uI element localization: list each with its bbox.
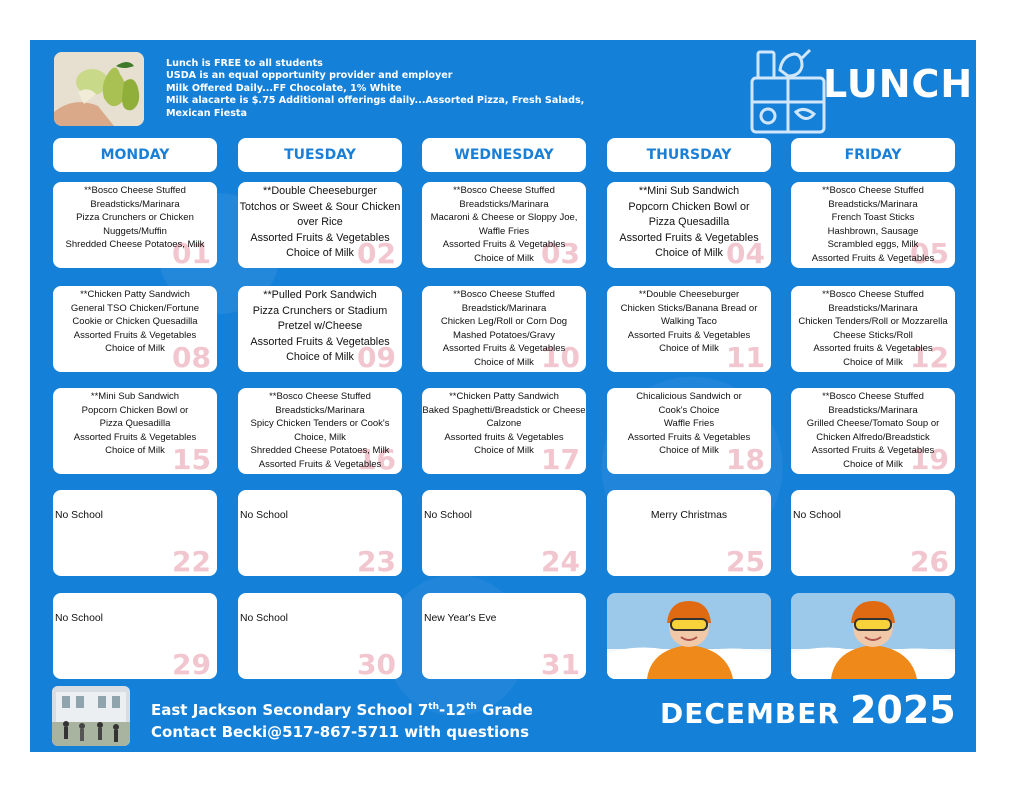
- day-note: No School: [793, 510, 841, 521]
- menu-line: Totchos or Sweet & Sour Chicken: [239, 200, 401, 213]
- menu-text: [238, 390, 402, 476]
- day-number: 18: [726, 443, 765, 476]
- menu-text: [53, 288, 217, 356]
- menu-line: Pizza Quesadilla: [99, 418, 171, 430]
- menu-line: Choice of Milk: [286, 247, 354, 260]
- day-cell: [607, 388, 771, 474]
- day-number: 11: [726, 341, 765, 374]
- menu-line: Waffle Fries: [478, 225, 530, 237]
- day-cell: [422, 182, 586, 268]
- day-note: No School: [424, 510, 472, 521]
- menu-line: Pizza Crunchers or Stadium: [252, 304, 388, 317]
- day-number: 08: [172, 341, 211, 374]
- day-number: 25: [726, 545, 765, 578]
- menu-line: Chicken Sticks/Banana Bread or: [620, 302, 758, 314]
- menu-line: Assorted Fruits & Vegetables: [811, 252, 935, 264]
- menu-line: Cheese Sticks/Roll: [833, 329, 913, 341]
- menu-text: [422, 184, 586, 270]
- day-note: Merry Christmas: [650, 510, 728, 521]
- menu-line: Chicalicious Sandwich or: [636, 391, 742, 402]
- menu-line: Assorted fruits & Vegetables: [813, 343, 933, 355]
- menu-line: Baked Spaghetti/Breadstick or Cheese: [422, 404, 586, 416]
- day-cell: [791, 182, 955, 268]
- superscript: th: [428, 702, 440, 712]
- day-cell: [422, 286, 586, 372]
- menu-text: [791, 288, 955, 374]
- menu-text: [53, 390, 217, 458]
- menu-line: Assorted Fruits & Vegetables: [619, 231, 759, 244]
- menu-line: **Double Cheeseburger: [262, 185, 378, 197]
- info-line: Lunch is FREE to all students: [166, 58, 323, 69]
- day-number: 17: [541, 443, 580, 476]
- day-number: 24: [541, 545, 580, 578]
- menu-line: Popcorn Chicken Bowl or: [628, 200, 750, 213]
- pears-photo: [54, 52, 144, 126]
- day-cell: [53, 286, 217, 372]
- lunch-logo: [748, 44, 974, 136]
- menu-line: **Bosco Cheese Stuffed: [269, 391, 371, 402]
- menu-line: Cook's Choice: [658, 404, 720, 416]
- menu-line: Choice of Milk: [659, 343, 719, 355]
- day-number: 23: [357, 545, 396, 578]
- menu-line: Assorted fruits & Vegetables: [444, 431, 564, 443]
- day-cell: [238, 182, 402, 268]
- day-cell: [238, 286, 402, 372]
- menu-line: **Bosco Cheese Stuffed: [822, 391, 924, 402]
- day-cell: [422, 388, 586, 474]
- day-cell: [53, 490, 217, 576]
- day-number: 26: [910, 545, 949, 578]
- day-number: 31: [541, 648, 580, 681]
- menu-text: [53, 184, 217, 252]
- menu-line: **Chicken Patty Sandwich: [449, 391, 559, 402]
- day-header-tuesday: TUESDAY: [238, 138, 402, 172]
- day-number: 22: [172, 545, 211, 578]
- menu-line: Calzone: [486, 418, 522, 430]
- menu-line: Choice, Milk: [294, 431, 346, 443]
- menu-line: Scrambled eggs, Milk: [827, 239, 919, 251]
- day-cell: [791, 286, 955, 372]
- menu-line: Choice of Milk: [659, 445, 719, 457]
- day-number: 02: [357, 237, 396, 270]
- menu-line: Spicy Chicken Tenders or Cook's: [250, 418, 390, 430]
- menu-line: Breadsticks/Marinara: [828, 198, 918, 210]
- menu-line: Shredded Cheese Potatoes, Milk: [250, 445, 390, 457]
- menu-line: **Bosco Cheese Stuffed: [453, 289, 555, 300]
- day-number: 03: [541, 237, 580, 270]
- day-cell: [53, 593, 217, 679]
- day-cell: [607, 286, 771, 372]
- menu-line: **Mini Sub Sandwich: [638, 185, 740, 197]
- menu-line: Pizza Crunchers or Chicken: [76, 212, 194, 224]
- info-line: Milk Offered Daily...FF Chocolate, 1% White: [166, 82, 402, 94]
- menu-line: Breadsticks/Marinara: [828, 404, 918, 416]
- menu-line: Choice of Milk: [843, 356, 903, 368]
- menu-text: [791, 184, 955, 270]
- menu-line: **Double Cheeseburger: [638, 289, 740, 300]
- day-cell: [238, 388, 402, 474]
- menu-line: Choice of Milk: [474, 252, 534, 264]
- menu-line: Mashed Potatoes/Gravy: [453, 329, 555, 341]
- menu-line: **Bosco Cheese Stuffed: [822, 289, 924, 300]
- menu-line: **Chicken Patty Sandwich: [80, 289, 190, 300]
- contact-line: Contact Becki@517-867-5711 with questions: [151, 723, 530, 741]
- day-number: 05: [910, 237, 949, 270]
- day-header-thursday: THURSDAY: [607, 138, 771, 172]
- lunchbox-icon: [748, 44, 828, 136]
- menu-line: over Rice: [297, 216, 343, 229]
- menu-line: Chicken Alfredo/Breadstick: [816, 431, 930, 443]
- info-line: Mexican Fiesta: [166, 107, 247, 119]
- day-number: 16: [357, 443, 396, 476]
- menu-text: [607, 288, 771, 356]
- menu-line: Choice of Milk: [105, 445, 165, 457]
- menu-line: Assorted Fruits & Vegetables: [73, 431, 197, 443]
- menu-line: Breadsticks/Marinara: [275, 404, 365, 416]
- year: 2025: [849, 688, 956, 732]
- menu-text: [422, 288, 586, 374]
- menu-line: **Pulled Pork Sandwich: [263, 289, 377, 301]
- day-cell: [791, 388, 955, 474]
- menu-line: Breadsticks/Marinara: [459, 198, 549, 210]
- menu-line: Grilled Cheese/Tomato Soup or: [806, 418, 940, 430]
- day-note: No School: [55, 613, 103, 624]
- day-cell: [607, 490, 771, 576]
- menu-line: Breadstick/Marinara: [461, 302, 547, 314]
- menu-text: [607, 390, 771, 458]
- menu-line: Assorted Fruits & Vegetables: [627, 329, 751, 341]
- menu-line: **Bosco Cheese Stuffed: [453, 185, 555, 196]
- day-number: 04: [726, 237, 765, 270]
- day-note: No School: [240, 510, 288, 521]
- school-name-part: East Jackson Secondary School 7: [151, 701, 429, 719]
- menu-line: Nuggets/Muffin: [103, 225, 167, 237]
- menu-line: Breadsticks/Marinara: [90, 198, 180, 210]
- lunch-title: LUNCH: [823, 62, 974, 106]
- day-number: 30: [357, 648, 396, 681]
- menu-line: Choice of Milk: [655, 247, 723, 260]
- menu-line: Assorted Fruits & Vegetables: [442, 239, 566, 251]
- day-number: 29: [172, 648, 211, 681]
- menu-line: Choice of Milk: [474, 356, 534, 368]
- calendar-board: [30, 40, 976, 752]
- menu-line: Choice of Milk: [843, 458, 903, 470]
- menu-line: Waffle Fries: [663, 418, 715, 430]
- month-title: [660, 688, 956, 732]
- menu-line: Assorted Fruits & Vegetables: [258, 458, 382, 470]
- menu-line: Shredded Cheese Potatoes, Milk: [65, 239, 205, 251]
- day-cell: [238, 490, 402, 576]
- day-number: 15: [172, 443, 211, 476]
- menu-line: Assorted Fruits & Vegetables: [627, 431, 751, 443]
- day-header-monday: MONDAY: [53, 138, 217, 172]
- menu-line: French Toast Sticks: [831, 212, 915, 224]
- menu-line: Macaroni & Cheese or Sloppy Joe,: [430, 212, 578, 224]
- day-header-friday: FRIDAY: [791, 138, 955, 172]
- menu-text: [238, 184, 402, 262]
- menu-text: [791, 390, 955, 476]
- day-header-wednesday: WEDNESDAY: [422, 138, 586, 172]
- school-name: [151, 696, 533, 721]
- menu-line: Choice of Milk: [105, 343, 165, 355]
- menu-text: [422, 390, 586, 458]
- footer-info: [151, 696, 533, 743]
- menu-text: [238, 288, 402, 366]
- menu-line: Assorted Fruits & Vegetables: [250, 231, 390, 244]
- menu-line: Assorted Fruits & Vegetables: [811, 445, 935, 457]
- school-name-part: -12: [439, 701, 467, 719]
- day-cell: [607, 182, 771, 268]
- day-number: 12: [910, 341, 949, 374]
- day-cell: [53, 182, 217, 268]
- menu-line: General TSO Chicken/Fortune: [70, 302, 200, 314]
- menu-line: Assorted Fruits & Vegetables: [73, 329, 197, 341]
- menu-line: Assorted Fruits & Vegetables: [250, 335, 390, 348]
- info-line: Milk alacarte is $.75 Additional offerings daily...Assorted Pizza, Fresh Salads,: [166, 95, 585, 107]
- menu-line: Cookie or Chicken Quesadilla: [72, 316, 198, 328]
- menu-line: **Bosco Cheese Stuffed: [84, 185, 186, 196]
- menu-line: Breadsticks/Marinara: [828, 302, 918, 314]
- menu-line: Assorted Fruits & Vegetables: [442, 343, 566, 355]
- menu-line: Walking Taco: [661, 316, 717, 328]
- menu-line: Hashbrown, Sausage: [827, 225, 919, 237]
- menu-line: Pretzel w/Cheese: [277, 320, 363, 333]
- school-photo: [52, 686, 130, 746]
- menu-line: Chicken Tenders/Roll or Mozzarella: [798, 316, 948, 328]
- menu-line: Choice of Milk: [286, 351, 354, 364]
- day-number: 10: [541, 341, 580, 374]
- school-name-part: Grade: [476, 701, 533, 719]
- superscript: th: [466, 702, 477, 712]
- menu-line: **Bosco Cheese Stuffed: [822, 185, 924, 196]
- menu-line: Choice of Milk: [474, 445, 534, 457]
- info-line: USDA is an equal opportunity provider and employer: [166, 70, 453, 82]
- menu-line: Chicken Leg/Roll or Corn Dog: [440, 316, 568, 328]
- day-number: 09: [357, 341, 396, 374]
- day-cell: [422, 593, 586, 679]
- day-cell: [238, 593, 402, 679]
- lunch-info: [166, 58, 596, 120]
- day-cell: [422, 490, 586, 576]
- day-cell: [791, 490, 955, 576]
- menu-text: [607, 184, 771, 262]
- day-note: No School: [55, 510, 103, 521]
- day-note: New Year's Eve: [424, 613, 497, 624]
- winter-child-photo: [607, 593, 771, 679]
- day-note: No School: [240, 613, 288, 624]
- day-number: 01: [172, 237, 211, 270]
- month-name: DECEMBER: [660, 697, 840, 730]
- menu-line: **Mini Sub Sandwich: [90, 391, 180, 402]
- day-cell: [53, 388, 217, 474]
- menu-line: Popcorn Chicken Bowl or: [81, 404, 189, 416]
- day-number: 19: [910, 443, 949, 476]
- winter-child-photo: [791, 593, 955, 679]
- menu-line: Pizza Quesadilla: [648, 216, 730, 229]
